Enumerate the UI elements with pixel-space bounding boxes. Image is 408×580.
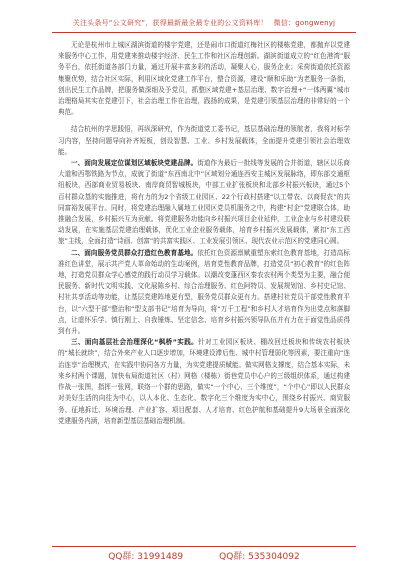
paragraph-text: 无论是杭州市上城区湖滨街道的楼宇党建，还是闹市口街道红梅社区的楼栋党建，都抛弃以党建来服务中心工作，用党建来推动楼宇经济、民生工作和社区治理创新。湖滨街道成立的“红色港湾”服务平台，依托街道各部门力量，通过开展丰富多彩的活动，凝聚人心，服务企业；采荷街道依托资源集聚优势，结合社区实际，利用区域化党建工作平台，整合资源，建设“顺和乐助”为老服务一条街，创出民生工作品牌，把服务做深细及予党员，抓整区域党建+基层治理、数字治理+“一体两翼”城市治理格局其实在党建引下，社会治理工作在治理，践扬的成果，是党建引领基层治理的非常好的一个典范。 [58,41,350,117]
paragraph-text: 依托红色资源禀赋重塑东索红色教育基地，打造高标准红色讲堂，展示共产党人革命始动的生动案例，培育党性教育品牌，打造党员“初心教育”的红色阵地，打造党员群众学心感党的践行动员学习载体。以潮改变蓬西区秦农农村两个类型为主要，融合便民服务、新时代文明实践、文化展陈乡村、综合治理服务、红色阿特员、发展规划馆、乡村史记馆、村社共享活动等功能，让基层党建阵地更有型，服务党员群众更有力。搭建村社党员干部党性教育平台，以“六型干部”整治和“型支部书记”培育为导向，将“万千工程”和乡村人才培育作为出党点和落脚点，让虚怀乐学、慎行刚上、自我锤炼、坚定信念、培育乡村振兴领导队伍并有力在于面觉性品质得到有升。 [58,248,350,336]
footer [0,551,408,563]
section-heading: 三、面向基层社会治理深化“枫桥”实践。 [71,338,199,347]
bottom-rule [52,546,356,547]
header-notice [0,18,408,28]
paragraph-text: 街道作为最后一批线等发展的合并街道，辖区以乐商大道和西鄂铁路为节点，成就了街道“东西南北中”区域划分通连西安主城区发展脉络，即东部交通枢纽板块，西部商业贸易板块、南岸商贸智城板块，中部工业扩张板块和北部乡村振兴板块，通过5个百村群众基的实施推进，将有力的为2个省级工业园区、22个行政村搭建“以工带农、以商促农”的共同富裕发展平台。同时，将党建治理融入属地工业园区党员机服务之中，构建“村企”党建联合体，助推融合发展，乡村振兴互为贡献。将党建服务功能向乡村振兴项目企业延伸，工业企业与乡村建设联动发展，在实施基层党建治理载体，优化工业企业服务载体，培育乡村振兴发展载体，紧扣“东工西旅”主线，全面打造“诗画、创富”的共富实践区、工业发展引领区、现代农业示范区的党建同心圆。 [58,159,350,246]
notice-text: 关注头条号“公文研究”，获得最新最全最专业的公文资料库！ [72,19,268,27]
paragraph-intro [58,40,350,118]
wechat-id: 微信：gongwenyj [273,19,336,27]
qq-group-1: QQ群: 31991489 [108,552,184,562]
paragraph-text: 针对工业园区板块、棚改回迁板块和传统农村板块的“城长就续”，结合外来产业人口逐步增加，环境建设滞后性、城中村管理弱化等因素，要注重向“连治连享”治理模式，在实践中协同各方力量，为实党建提质赋能。做实网格支撑度，结合基本实际，未来乡村两个课题，加快布局街道社区（村）网格（楼栋）街巷党员中心户的三级组织体系，通过构建作战一张图，指挥一张网，联络一个群的思路，做实“一个中心、三个维度”，“个中心”即以人民群众对美好生活的向往为中心，以人本化、生态化、数字化三个维度为实中心，围绕乡村振兴、商贸服务、征地拆迁、环境治理、产业扩容、项目配套、人才培育、红色护航和基础提升9大场景全面深化党建服务内涵，培育新型基层基础治理机制。 [58,338,350,425]
section-heading: 二、面向服务党员群众打造红色教育基地。 [71,248,198,257]
paragraph-section-2 [58,248,350,338]
qq-group-2: QQ群: 535304092 [219,552,300,562]
document-body [58,40,350,427]
section-heading: 一、面向发展定位谋划区域板块党建品牌。 [71,159,198,168]
top-rule [52,32,356,33]
paragraph-commitment [58,124,350,158]
paragraph-section-3 [58,337,350,427]
paragraph-text: 结合杭州的学思践悟，再纵深研究，作为街道党工委书记，基层基础治理的领航者，我将对标学习内容，坚持问题导向补齐短板，创设智慧、工业、乡村发展载体，全面提升党建引领社会治理效能。 [58,125,350,156]
paragraph-section-1 [58,158,350,248]
